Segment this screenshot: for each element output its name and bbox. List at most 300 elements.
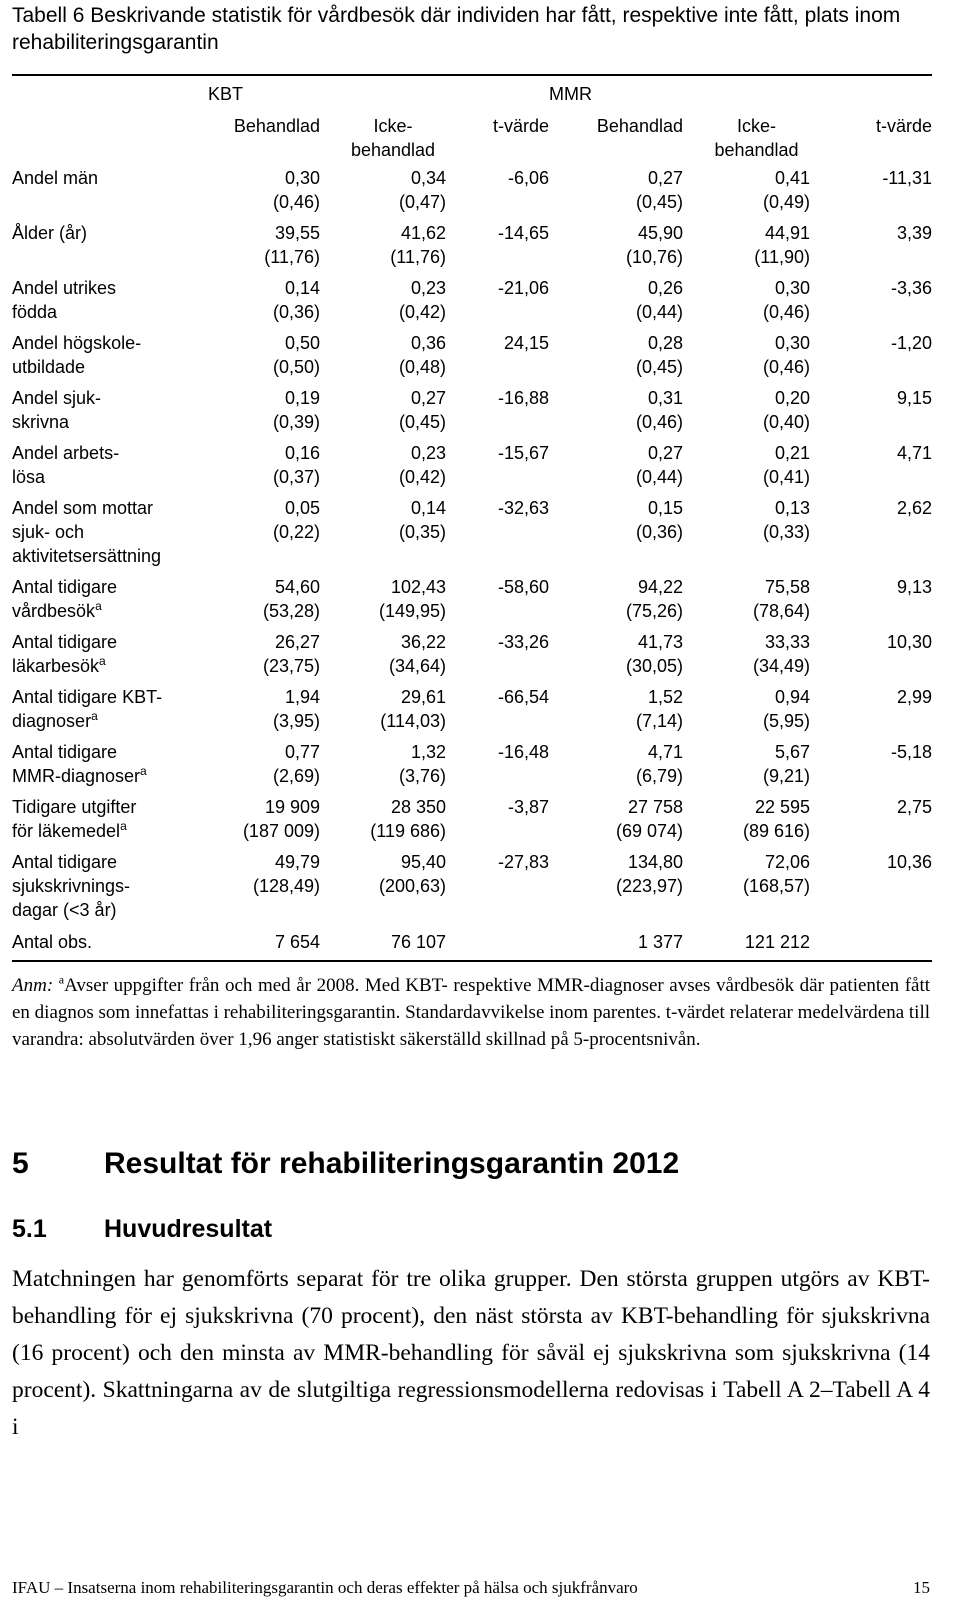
table-row	[12, 441, 932, 496]
cell-kbt-behandlad	[208, 795, 320, 850]
cell-mmr-behandlad-sd: (7,14)	[635, 711, 683, 731]
cell-kbt-behandlad-mean: 0,14	[284, 278, 320, 298]
cell-kbt-behandlad	[208, 331, 320, 386]
cell-kbt-tvarde: -15,67	[497, 443, 549, 463]
cell-kbt-ickebehandlad-mean: 41,62	[400, 223, 446, 243]
cell-kbt-ickebehandlad	[320, 276, 446, 331]
table-row	[12, 221, 932, 276]
cell-kbt-behandlad-mean: 26,27	[274, 632, 320, 652]
cell-kbt-ickebehandlad	[320, 166, 446, 221]
row-label-text: Andel sjuk-	[12, 388, 102, 408]
row-label-text: Antal tidigare KBT-	[12, 687, 163, 707]
cell-mmr-behandlad-mean: 41,73	[637, 632, 683, 652]
cell-kbt-behandlad-sd: (187 009)	[242, 821, 320, 841]
row-label-text: dagar (<3 år)	[12, 900, 117, 920]
row-label-line	[12, 898, 208, 922]
cell-kbt-tvarde: -16,48	[497, 742, 549, 762]
row-label-line	[12, 850, 208, 874]
cell-mmr-ickebehandlad-mean: 22 595	[754, 797, 810, 817]
cell-mmr-ickebehandlad	[683, 386, 810, 441]
cell-mmr-ickebehandlad	[683, 575, 810, 630]
cell-kbt-ickebehandlad-mean: 28 350	[390, 797, 446, 817]
cell-mmr-behandlad-sd: (0,44)	[635, 467, 683, 487]
row-label-line	[12, 795, 208, 819]
row-label-text: MMR-diagnoser	[12, 766, 141, 786]
cell-mmr-tvarde: 2,62	[896, 498, 933, 518]
cell-mmr-ickebehandlad-mean: 0,41	[774, 168, 810, 188]
row-label-line	[12, 764, 208, 788]
cell-mmr-behandlad-mean: 0,27	[647, 443, 683, 463]
cell-mmr-ickebehandlad-sd: (34,49)	[752, 656, 810, 676]
body-paragraph: Matchningen har genomförts separat för tre olika grupper. Den största gruppen utgörs av KBT-behandling för ej sjukskrivna (70 procent), den näst största av KBT-behandling för sjukskrivna (16 procent) och den minsta av MMR-behandling för såväl ej sjukskrivna som sjukskrivna (14 procent). Skattningarna av de slutgiltiga regressionsmodellerna redovisas i Tabell A 2–Tabell A 4 i	[12, 1266, 930, 1440]
obs-mmr-behandlad: 1 377	[549, 929, 683, 961]
col-mmr-tvarde: t-värde	[875, 116, 933, 136]
table-row	[12, 166, 932, 221]
cell-kbt-behandlad	[208, 276, 320, 331]
cell-kbt-behandlad	[208, 685, 320, 740]
cell-kbt-behandlad-mean: 0,19	[284, 388, 320, 408]
cell-mmr-tvarde: 10,36	[886, 852, 933, 872]
subsection-heading	[12, 1215, 272, 1244]
cell-kbt-behandlad-sd: (0,37)	[272, 467, 320, 487]
cell-kbt-tvarde: -16,88	[497, 388, 549, 408]
cell-kbt-behandlad-mean: 54,60	[274, 577, 320, 597]
cell-kbt-ickebehandlad-mean: 0,14	[410, 498, 446, 518]
row-label-text: Antal tidigare	[12, 742, 118, 762]
cell-mmr-ickebehandlad-mean: 75,58	[764, 577, 810, 597]
row-label-line	[12, 654, 208, 678]
cell-mmr-behandlad	[549, 166, 683, 221]
section-title: Resultat för rehabiliteringsgarantin 2012	[104, 1147, 680, 1180]
table-row	[12, 496, 932, 575]
row-label-line	[12, 740, 208, 764]
row-label-line	[12, 300, 208, 324]
cell-mmr-ickebehandlad	[683, 850, 810, 929]
cell-kbt-behandlad-sd: (0,39)	[272, 412, 320, 432]
row-label-text: diagnoser	[12, 711, 92, 731]
cell-mmr-behandlad-sd: (0,46)	[635, 412, 683, 432]
cell-kbt-ickebehandlad-sd: (119 686)	[370, 821, 446, 841]
obs-mmr-tvarde	[810, 929, 932, 961]
cell-mmr-ickebehandlad-mean: 0,30	[774, 333, 810, 353]
cell-mmr-behandlad	[549, 575, 683, 630]
row-label-line	[12, 221, 208, 245]
cell-mmr-tvarde: 10,30	[886, 632, 933, 652]
row-label-text: lösa	[12, 467, 46, 487]
cell-mmr-behandlad-sd: (0,45)	[635, 192, 683, 212]
subsection-number: 5.1	[12, 1215, 47, 1243]
cell-mmr-ickebehandlad-sd: (0,41)	[762, 467, 810, 487]
row-label-text: Antal tidigare	[12, 852, 118, 872]
cell-mmr-behandlad-sd: (30,05)	[625, 656, 683, 676]
group-header-row	[12, 75, 932, 112]
note-label: Anm:	[12, 975, 54, 996]
row-label-superscript: a	[140, 764, 147, 778]
row-label	[12, 166, 208, 221]
cell-kbt-tvarde: -32,63	[497, 498, 549, 518]
table-row	[12, 331, 932, 386]
note-text: Avser uppgifter från och med år 2008. Med KBT- respektive MMR-diagnoser avses vårdbesök där patienten fått en diagnos som innefattas i rehabiliteringsgarantin. Standardavvikelse inom parentes. t-värdet relaterar medelvärdena till varandra: absolutvärden över 1,96 anger statistiskt säkerställd skillnad på 5-procentsnivån.	[12, 975, 931, 1050]
cell-mmr-ickebehandlad-sd: (78,64)	[752, 601, 810, 621]
cell-kbt-ickebehandlad	[320, 221, 446, 276]
obs-kbt-ickebehandlad: 76 107	[320, 929, 446, 961]
group-header-kbt: KBT	[208, 75, 549, 112]
cell-mmr-ickebehandlad-sd: (0,46)	[762, 302, 810, 322]
page-footer	[12, 1577, 930, 1599]
cell-mmr-behandlad	[549, 441, 683, 496]
row-label-text: utbildade	[12, 357, 86, 377]
cell-mmr-tvarde: -3,36	[890, 278, 933, 298]
cell-mmr-behandlad	[549, 850, 683, 929]
cell-mmr-ickebehandlad-sd: (168,57)	[742, 876, 810, 896]
cell-kbt-ickebehandlad-sd: (0,35)	[398, 522, 446, 542]
cell-kbt-tvarde: -33,26	[497, 632, 549, 652]
cell-mmr-ickebehandlad	[683, 496, 810, 575]
cell-kbt-tvarde: -66,54	[497, 687, 549, 707]
row-label-line	[12, 496, 208, 520]
cell-kbt-ickebehandlad	[320, 575, 446, 630]
row-label-superscript: a	[91, 709, 98, 723]
cell-mmr-behandlad-mean: 134,80	[627, 852, 683, 872]
cell-kbt-ickebehandlad-mean: 0,23	[410, 443, 446, 463]
cell-mmr-ickebehandlad	[683, 166, 810, 221]
cell-kbt-behandlad	[208, 496, 320, 575]
obs-row	[12, 929, 932, 961]
row-label-line	[12, 709, 208, 733]
row-label-text: Andel högskole-	[12, 333, 142, 353]
table-row	[12, 740, 932, 795]
cell-kbt-behandlad-sd: (2,69)	[272, 766, 320, 786]
row-label-line	[12, 441, 208, 465]
row-label-text: läkarbesök	[12, 656, 100, 676]
cell-kbt-ickebehandlad-sd: (0,45)	[398, 412, 446, 432]
row-label-text: sjuk- och	[12, 522, 85, 542]
cell-kbt-tvarde: -58,60	[497, 577, 549, 597]
cell-kbt-ickebehandlad-sd: (3,76)	[398, 766, 446, 786]
row-label-superscript: a	[120, 819, 127, 833]
cell-kbt-ickebehandlad-mean: 0,34	[410, 168, 446, 188]
obs-label: Antal obs.	[12, 929, 208, 961]
cell-mmr-behandlad	[549, 795, 683, 850]
cell-mmr-behandlad-sd: (0,36)	[635, 522, 683, 542]
row-label	[12, 441, 208, 496]
cell-kbt-tvarde: -14,65	[497, 223, 549, 243]
row-label-text: Andel utrikes	[12, 278, 117, 298]
cell-kbt-ickebehandlad-mean: 0,23	[410, 278, 446, 298]
table-body	[12, 166, 932, 961]
row-label-line	[12, 355, 208, 379]
col-kbt-ickebehandlad: Icke- behandlad	[350, 116, 436, 160]
obs-kbt-behandlad: 7 654	[208, 929, 320, 961]
cell-mmr-tvarde: 2,75	[896, 797, 933, 817]
cell-kbt-ickebehandlad-sd: (0,42)	[398, 302, 446, 322]
table-row	[12, 276, 932, 331]
row-label-superscript: a	[99, 654, 106, 668]
row-label	[12, 630, 208, 685]
cell-kbt-ickebehandlad	[320, 441, 446, 496]
row-label-line	[12, 575, 208, 599]
cell-kbt-ickebehandlad-sd: (149,95)	[378, 601, 446, 621]
cell-kbt-ickebehandlad-sd: (0,42)	[398, 467, 446, 487]
cell-mmr-behandlad-mean: 4,71	[647, 742, 683, 762]
cell-kbt-ickebehandlad	[320, 795, 446, 850]
cell-kbt-ickebehandlad-sd: (0,48)	[398, 357, 446, 377]
cell-kbt-behandlad	[208, 740, 320, 795]
cell-mmr-behandlad-mean: 27 758	[627, 797, 683, 817]
cell-mmr-tvarde: -5,18	[890, 742, 933, 762]
table-row	[12, 575, 932, 630]
row-label-text: skrivna	[12, 412, 70, 432]
cell-mmr-ickebehandlad-mean: 0,21	[774, 443, 810, 463]
cell-mmr-ickebehandlad-mean: 0,13	[774, 498, 810, 518]
cell-mmr-ickebehandlad	[683, 630, 810, 685]
cell-mmr-ickebehandlad	[683, 221, 810, 276]
row-label-line	[12, 465, 208, 489]
cell-mmr-behandlad-sd: (75,26)	[625, 601, 683, 621]
table-caption: Tabell 6 Beskrivande statistik för vårdbesök där individen har fått, respektive inte fått, plats inom rehabiliteringsgarantin	[12, 4, 901, 54]
cell-mmr-ickebehandlad-mean: 44,91	[764, 223, 810, 243]
cell-kbt-behandlad-mean: 19 909	[264, 797, 320, 817]
cell-mmr-ickebehandlad-sd: (5,95)	[762, 711, 810, 731]
cell-mmr-behandlad	[549, 740, 683, 795]
cell-kbt-behandlad-mean: 0,05	[284, 498, 320, 518]
cell-kbt-behandlad-mean: 49,79	[274, 852, 320, 872]
cell-kbt-tvarde: -27,83	[497, 852, 549, 872]
cell-kbt-tvarde: -6,06	[507, 168, 549, 188]
cell-kbt-behandlad	[208, 166, 320, 221]
obs-mmr-ickebehandlad: 121 212	[683, 929, 810, 961]
row-label-text: Tidigare utgifter	[12, 797, 137, 817]
cell-kbt-behandlad	[208, 575, 320, 630]
cell-mmr-ickebehandlad	[683, 740, 810, 795]
cell-mmr-ickebehandlad-mean: 0,94	[774, 687, 810, 707]
row-label	[12, 276, 208, 331]
statistics-table	[12, 74, 932, 962]
row-label-text: Antal tidigare	[12, 577, 118, 597]
col-kbt-tvarde: t-värde	[492, 116, 549, 136]
cell-kbt-ickebehandlad-mean: 95,40	[400, 852, 446, 872]
cell-kbt-ickebehandlad-sd: (11,76)	[390, 247, 446, 267]
section-number: 5	[12, 1147, 29, 1180]
row-label-line	[12, 685, 208, 709]
cell-kbt-ickebehandlad-sd: (0,47)	[398, 192, 446, 212]
cell-mmr-ickebehandlad-sd: (0,49)	[762, 192, 810, 212]
cell-mmr-tvarde: 9,15	[896, 388, 933, 408]
cell-mmr-ickebehandlad-mean: 33,33	[764, 632, 810, 652]
cell-kbt-behandlad-sd: (0,50)	[272, 357, 320, 377]
col-kbt-behandlad: Behandlad	[233, 116, 320, 136]
cell-kbt-behandlad	[208, 441, 320, 496]
subsection-title: Huvudresultat	[104, 1215, 273, 1243]
row-label-line	[12, 599, 208, 623]
row-label-superscript: a	[95, 599, 102, 613]
row-label	[12, 331, 208, 386]
cell-mmr-ickebehandlad	[683, 685, 810, 740]
cell-kbt-tvarde: -21,06	[497, 278, 549, 298]
cell-mmr-tvarde: 9,13	[896, 577, 933, 597]
group-header-mmr: MMR	[549, 75, 932, 112]
row-label-line	[12, 819, 208, 843]
obs-kbt-tvarde	[446, 929, 549, 961]
cell-mmr-ickebehandlad	[683, 441, 810, 496]
cell-mmr-behandlad	[549, 685, 683, 740]
cell-mmr-behandlad-sd: (6,79)	[635, 766, 683, 786]
cell-kbt-behandlad-mean: 39,55	[274, 223, 320, 243]
cell-kbt-behandlad	[208, 221, 320, 276]
row-label-line	[12, 874, 208, 898]
cell-kbt-behandlad-sd: (3,95)	[272, 711, 320, 731]
cell-kbt-behandlad-sd: (0,22)	[272, 522, 320, 542]
cell-kbt-behandlad-mean: 0,77	[284, 742, 320, 762]
row-label-line	[12, 386, 208, 410]
cell-kbt-ickebehandlad-mean: 36,22	[400, 632, 446, 652]
table-row	[12, 795, 932, 850]
cell-kbt-behandlad-mean: 0,50	[284, 333, 320, 353]
cell-mmr-ickebehandlad-sd: (9,21)	[762, 766, 810, 786]
cell-kbt-behandlad	[208, 386, 320, 441]
row-label	[12, 496, 208, 575]
cell-kbt-behandlad-sd: (11,76)	[264, 247, 320, 267]
cell-kbt-behandlad-sd: (53,28)	[262, 601, 320, 621]
note-superscript: a	[58, 972, 65, 987]
cell-kbt-ickebehandlad	[320, 496, 446, 575]
cell-mmr-ickebehandlad-mean: 0,20	[774, 388, 810, 408]
row-label-text: Antal tidigare	[12, 632, 118, 652]
cell-kbt-behandlad	[208, 630, 320, 685]
cell-mmr-behandlad-mean: 1,52	[647, 687, 683, 707]
cell-mmr-behandlad-mean: 94,22	[637, 577, 683, 597]
row-label	[12, 740, 208, 795]
row-label-text: födda	[12, 302, 58, 322]
cell-kbt-ickebehandlad-mean: 102,43	[390, 577, 446, 597]
cell-mmr-ickebehandlad-sd: (0,40)	[762, 412, 810, 432]
cell-kbt-ickebehandlad-mean: 1,32	[410, 742, 446, 762]
stub-header	[12, 75, 208, 112]
cell-mmr-tvarde: 2,99	[896, 687, 933, 707]
row-label-line	[12, 544, 208, 568]
cell-mmr-behandlad-mean: 0,28	[647, 333, 683, 353]
row-label	[12, 685, 208, 740]
row-label-line	[12, 630, 208, 654]
cell-mmr-ickebehandlad-sd: (0,33)	[762, 522, 810, 542]
cell-kbt-behandlad-sd: (128,49)	[252, 876, 320, 896]
row-label-text: Andel arbets-	[12, 443, 120, 463]
cell-kbt-behandlad-sd: (0,36)	[272, 302, 320, 322]
cell-mmr-behandlad	[549, 386, 683, 441]
row-label	[12, 575, 208, 630]
cell-kbt-ickebehandlad-sd: (200,63)	[378, 876, 446, 896]
cell-kbt-behandlad-mean: 0,16	[284, 443, 320, 463]
cell-kbt-ickebehandlad	[320, 331, 446, 386]
row-label-line	[12, 166, 208, 190]
table-note	[12, 972, 930, 1053]
cell-mmr-behandlad-mean: 0,31	[647, 388, 683, 408]
cell-mmr-ickebehandlad	[683, 331, 810, 386]
row-label-text: Ålder (år)	[12, 223, 88, 243]
row-label	[12, 386, 208, 441]
cell-mmr-behandlad	[549, 630, 683, 685]
cell-kbt-ickebehandlad	[320, 630, 446, 685]
cell-mmr-ickebehandlad-sd: (0,46)	[762, 357, 810, 377]
row-label	[12, 850, 208, 929]
cell-mmr-tvarde: 3,39	[896, 223, 933, 243]
cell-kbt-tvarde: -3,87	[507, 797, 549, 817]
table-row	[12, 850, 932, 929]
section-heading	[12, 1147, 679, 1181]
cell-mmr-behandlad	[549, 221, 683, 276]
cell-mmr-behandlad-mean: 0,27	[647, 168, 683, 188]
cell-kbt-ickebehandlad	[320, 685, 446, 740]
table-row	[12, 630, 932, 685]
row-label-text: Andel som mottar	[12, 498, 154, 518]
cell-mmr-ickebehandlad-mean: 5,67	[774, 742, 810, 762]
cell-kbt-behandlad-sd: (0,46)	[272, 192, 320, 212]
table-row	[12, 685, 932, 740]
row-label-line	[12, 520, 208, 544]
row-label-text: för läkemedel	[12, 821, 121, 841]
cell-kbt-ickebehandlad	[320, 850, 446, 929]
page-number: 15	[913, 1578, 930, 1597]
table-row	[12, 386, 932, 441]
cell-kbt-tvarde: 24,15	[503, 333, 549, 353]
cell-kbt-behandlad-sd: (23,75)	[262, 656, 320, 676]
cell-mmr-ickebehandlad	[683, 795, 810, 850]
cell-mmr-ickebehandlad	[683, 276, 810, 331]
cell-kbt-behandlad-mean: 0,30	[284, 168, 320, 188]
cell-mmr-behandlad-mean: 45,90	[637, 223, 683, 243]
row-label	[12, 795, 208, 850]
cell-mmr-behandlad-sd: (0,44)	[635, 302, 683, 322]
cell-mmr-behandlad-sd: (10,76)	[625, 247, 683, 267]
cell-mmr-behandlad	[549, 331, 683, 386]
cell-mmr-tvarde: -11,31	[882, 168, 933, 188]
col-mmr-ickebehandlad: Icke- behandlad	[714, 116, 799, 160]
cell-mmr-behandlad-mean: 0,15	[647, 498, 683, 518]
row-label-line	[12, 410, 208, 434]
cell-kbt-ickebehandlad-sd: (34,64)	[388, 656, 446, 676]
row-label-text: vårdbesök	[12, 601, 96, 621]
column-header-row	[12, 112, 932, 166]
cell-kbt-behandlad-mean: 1,94	[284, 687, 320, 707]
cell-kbt-ickebehandlad-mean: 0,36	[410, 333, 446, 353]
cell-mmr-ickebehandlad-mean: 0,30	[774, 278, 810, 298]
row-label-text: sjukskrivnings-	[12, 876, 131, 896]
cell-kbt-behandlad	[208, 850, 320, 929]
cell-mmr-ickebehandlad-sd: (11,90)	[754, 247, 810, 267]
cell-mmr-behandlad-sd: (0,45)	[635, 357, 683, 377]
cell-mmr-behandlad-sd: (223,97)	[615, 876, 683, 896]
cell-mmr-ickebehandlad-sd: (89 616)	[742, 821, 810, 841]
cell-mmr-tvarde: -1,20	[890, 333, 933, 353]
row-label-line	[12, 276, 208, 300]
cell-kbt-ickebehandlad-mean: 0,27	[410, 388, 446, 408]
cell-kbt-ickebehandlad-sd: (114,03)	[380, 711, 446, 731]
row-label	[12, 221, 208, 276]
col-mmr-behandlad: Behandlad	[596, 116, 683, 136]
row-label-text: Andel män	[12, 168, 99, 188]
row-label-line	[12, 331, 208, 355]
row-label-text: aktivitetsersättning	[12, 546, 162, 566]
cell-mmr-ickebehandlad-mean: 72,06	[764, 852, 810, 872]
cell-kbt-ickebehandlad	[320, 386, 446, 441]
cell-mmr-behandlad-mean: 0,26	[647, 278, 683, 298]
cell-mmr-tvarde: 4,71	[896, 443, 933, 463]
cell-mmr-behandlad-sd: (69 074)	[615, 821, 683, 841]
footer-title: IFAU – Insatserna inom rehabiliteringsgarantin och deras effekter på hälsa och sjukfrånvaro	[12, 1578, 638, 1597]
cell-kbt-ickebehandlad-mean: 29,61	[400, 687, 446, 707]
cell-mmr-behandlad	[549, 496, 683, 575]
cell-mmr-behandlad	[549, 276, 683, 331]
